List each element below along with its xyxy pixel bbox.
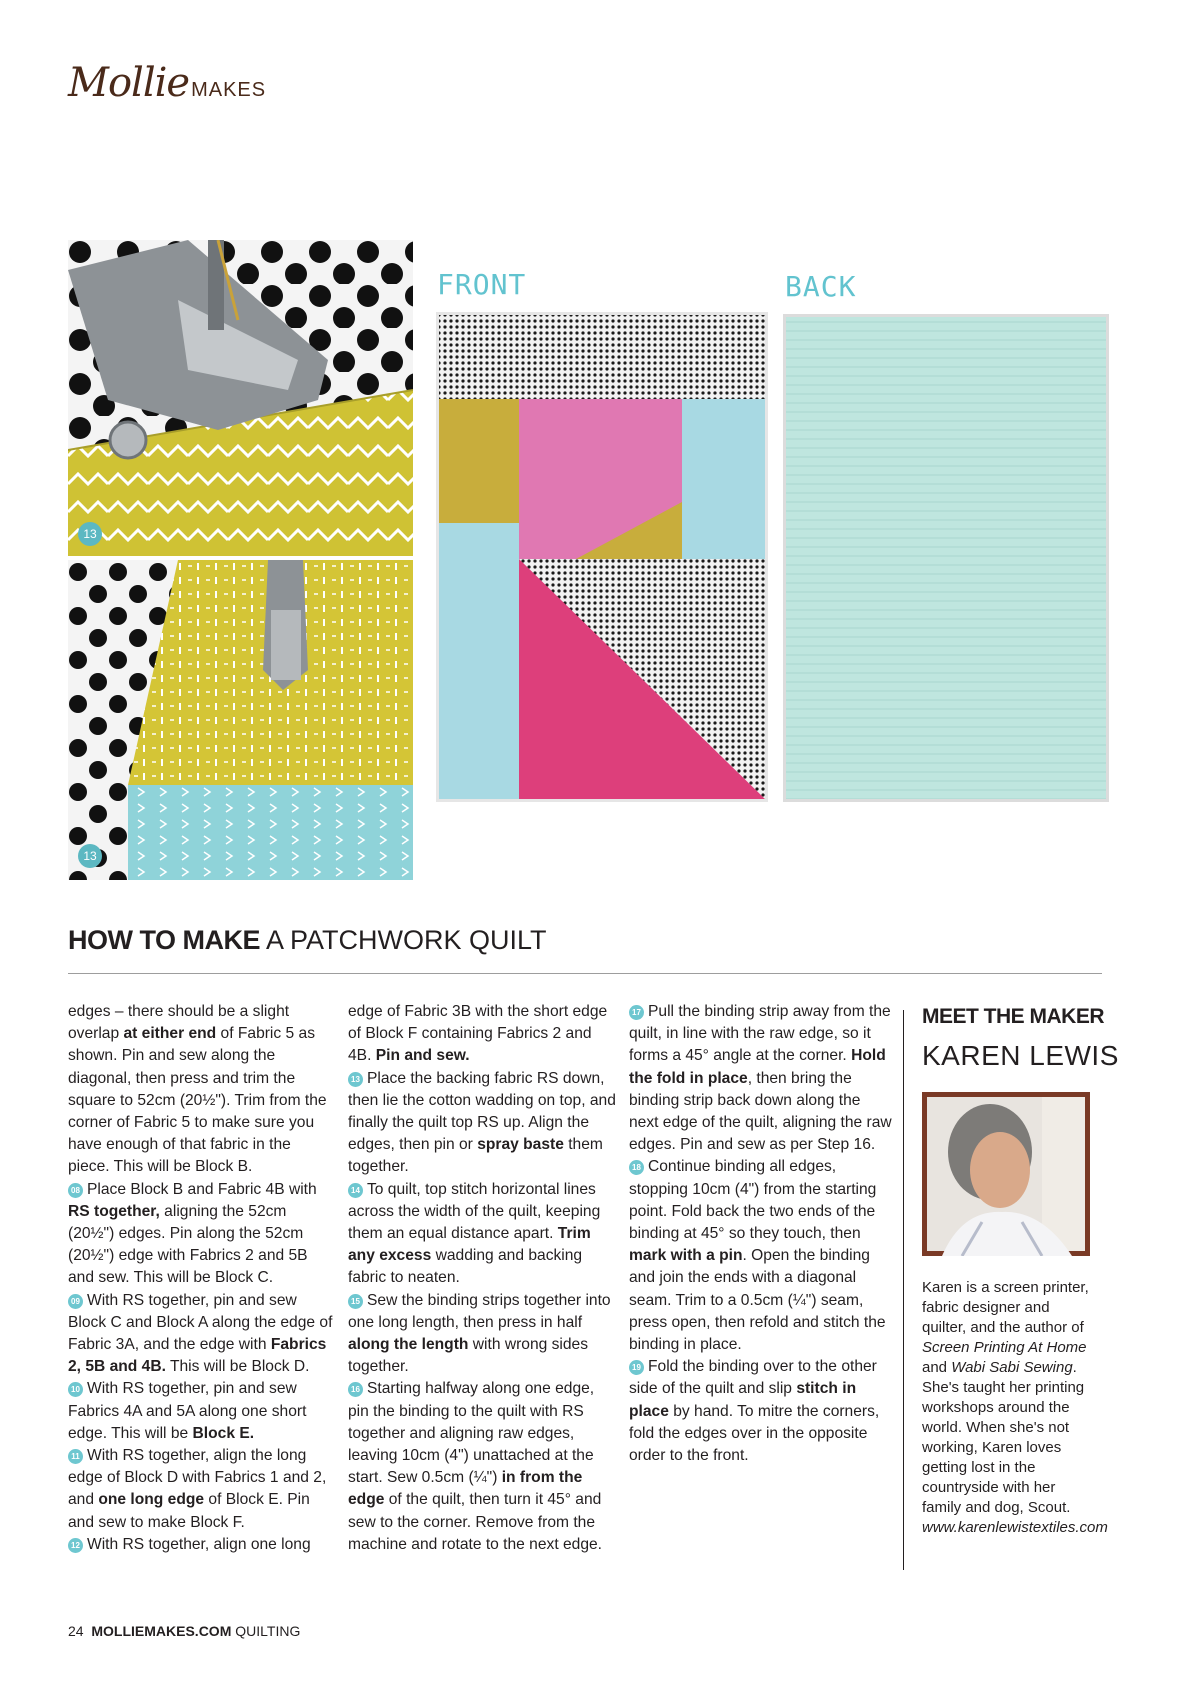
mollie-makes-logo [68, 60, 266, 106]
heading-divider [68, 973, 1102, 974]
step-badge: 13 [78, 844, 102, 868]
sidebar-divider [903, 1010, 904, 1570]
step-photo-top [68, 240, 413, 556]
maker-portrait [922, 1092, 1090, 1256]
quilt-back-drawing [783, 314, 1109, 802]
quilt-back-image [783, 314, 1109, 802]
front-label: FRONT [437, 268, 527, 301]
portrait-drawing [922, 1092, 1090, 1256]
footer-section: QUILTING [231, 1623, 301, 1639]
instructions-column-2: edge of Fabric 3B with the short edge of Block F containing Fabrics 2 and 4B. Pin and sew. 13 Place the backing fabric RS down, then lie the cotton wadding on top, and finally the quilt top RS up. Align the edges, then pin or spray baste them together. 14 To quilt, top stitch horizontal lines across the width of the quilt, keeping them an equal distance apart. Trim any excess wadding and backing fabric to neaten. 15 Sew the binding strips together into one long length, then press in half along the length with wrong sides together. 16 Starting halfway along one edge, pin the binding to the quilt with RS together and aligning raw edges, leaving 10cm (4") unattached at the start. Sew 0.5cm (¼") in from the edge of the quilt, then turn it 45° and sew to the corner. Remove from the machine and rotate to the next edge. [348, 1003, 616, 1553]
step-badge: 13 [78, 522, 102, 546]
maker-name: KAREN LEWIS [922, 1040, 1119, 1071]
heading-bold: HOW TO MAKE [68, 925, 260, 955]
maker-bio: Karen is a screen printer, fabric designer and quilter, and the author of Screen Printing At Home and Wabi Sabi Sewing. She's taught her printing workshops around the world. When she's not working, Karen loves getting lost in the countryside with her family and dog, Scout. www.karenlewistextiles.com [922, 1279, 1108, 1536]
meet-the-maker-title: MEET THE MAKER [922, 1005, 1104, 1028]
quilt-front-drawing [436, 312, 768, 802]
step-photo-bottom [68, 560, 413, 880]
footer-site: MOLLIEMAKES.COM [91, 1623, 232, 1639]
instructions-column-3: 17 Pull the binding strip away from the quilt, in line with the raw edge, so it forms a 45° angle at the corner. Hold the fold in place, then bring the binding strip back down along the next edge of the quilt, aligning the raw edges. Pin and sew as per Step 16. 18 Continue binding all edges, stopping 10cm (4") from the starting point. Fold back the two ends of the binding at 45° so they touch, then mark with a pin. Open the binding and join the ends with a diagonal seam. Trim to a 0.5cm (¼") seam, press open, then refold and stitch the binding in place. 19 Fold the binding over to the other side of the quilt and slip stitch in place by hand. To mitre the corners, fold the edges over in the opposite order to the front. [629, 1003, 892, 1465]
logo-makes: MAKES [191, 79, 267, 101]
back-label: BACK [785, 270, 857, 303]
logo-script: Mollie [68, 60, 190, 106]
page-heading [68, 925, 547, 956]
patchwork-stitching-photo [68, 560, 413, 880]
page-number: 24 [68, 1623, 84, 1639]
page-footer [68, 1623, 300, 1639]
heading-light: A PATCHWORK QUILT [260, 925, 547, 955]
instructions-column-1: edges – there should be a slight overlap at either end of Fabric 5 as shown. Pin and sew along the diagonal, then press and trim the square to 52cm (20½"). Trim from the corner of Fabric 5 to make sure you have enough of that fabric in the piece. This will be Block B. 08 Place Block B and Fabric 4B with RS together, aligning the 52cm (20½") edges. Pin along the 52cm (20½") edge with Fabrics 2 and 5B and sew. This will be Block C. 09 With RS together, pin and sew Block C and Block A along the edge of Fabric 3A, and the edge with Fabrics 2, 5B and 4B. This will be Block D. 10 With RS together, pin and sew Fabrics 4A and 5A along one short edge. This will be Block E. 11 With RS together, align the long edge of Block D with Fabrics 1 and 2, and one long edge of Block E. Pin and sew to make Block F. 12 With RS together, align one long [68, 1003, 333, 1553]
sewing-foot-photo [68, 240, 413, 556]
quilt-front-image [436, 312, 768, 802]
